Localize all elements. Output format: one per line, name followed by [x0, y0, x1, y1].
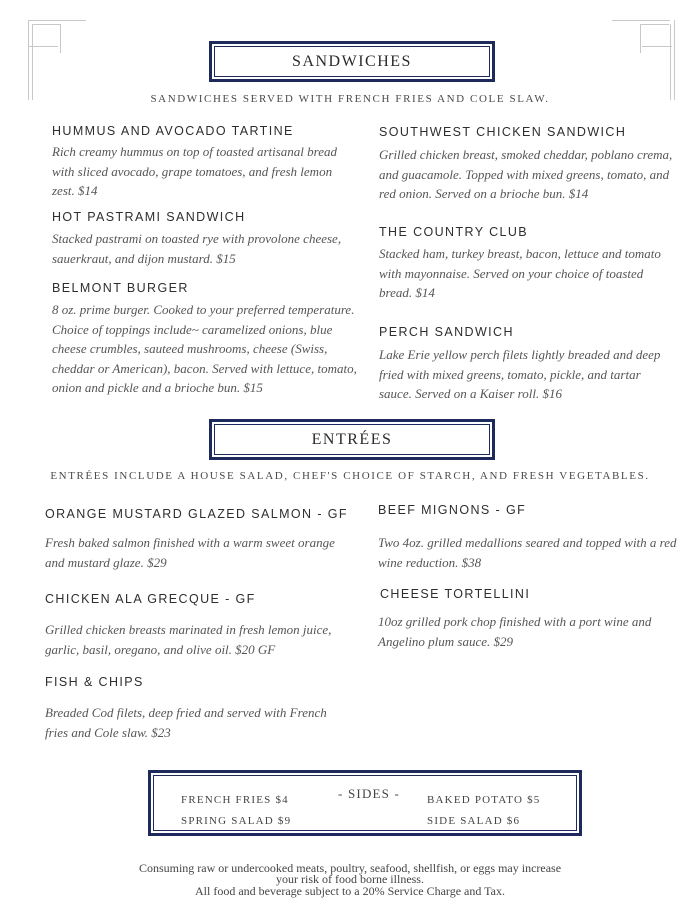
menu-item-name: SOUTHWEST CHICKEN SANDWICH [379, 125, 627, 139]
menu-item-name: BELMONT BURGER [52, 281, 189, 295]
menu-item-desc: Fresh baked salmon finished with a warm sweet orange and mustard glaze. $29 [45, 535, 335, 570]
menu-item-name: PERCH SANDWICH [379, 325, 514, 339]
menu-item-name: HOT PASTRAMI SANDWICH [52, 210, 246, 224]
menu-item-name: HUMMUS AND AVOCADO TARTINE [52, 124, 294, 138]
sides-box [148, 770, 582, 836]
menu-item-name: FISH & CHIPS [45, 675, 144, 689]
corner-ornament-left [28, 20, 88, 80]
menu-item-name: ORANGE MUSTARD GLAZED SALMON - GF [45, 507, 348, 521]
menu-item-desc: Rich creamy hummus on top of toasted artisanal bread with sliced avocado, grape tomatoes, and fresh lemon zest. $14 [52, 144, 338, 198]
footer-service-charge: All food and beverage subject to a 20% Service Charge and Tax. [195, 884, 505, 898]
menu-item-name: CHEESE TORTELLINI [380, 587, 531, 601]
entrees-title-box [209, 419, 495, 460]
side-item: FRENCH FRIES $4 [181, 794, 289, 806]
side-item: SIDE SALAD $6 [427, 815, 521, 827]
sandwiches-subtitle: SANDWICHES SERVED WITH FRENCH FRIES AND COLE SLAW. [150, 93, 550, 105]
footer-disclaimer-line2: your risk of food borne illness. [276, 872, 424, 886]
menu-item-desc: 8 oz. prime burger. Cooked to your preferred temperature. Choice of toppings include~ caramelized onions, blue cheese crumbles, sauteed mushrooms, cheese (Swiss, cheddar or American), bacon. Served with lettuce, tomato, onion and pickle and a brioche bun. $15 [52, 302, 357, 395]
menu-item-desc: Stacked pastrami on toasted rye with provolone cheese, sauerkraut, and dijon mustard. $15 [52, 231, 342, 266]
sandwiches-title-box [209, 41, 495, 82]
entrees-title: ENTRÉES [311, 430, 393, 448]
sides-title: - SIDES - [338, 786, 401, 801]
corner-ornament-right [612, 20, 672, 80]
sandwiches-title: SANDWICHES [292, 52, 412, 70]
footer-disclaimer-line1: Consuming raw or undercooked meats, poultry, seafood, shellfish, or eggs may increase [138, 861, 562, 875]
menu-item-desc: Stacked ham, turkey breast, bacon, lettuce and tomato with mayonnaise. Served on your choice of toasted bread. $14 [379, 246, 661, 300]
menu-item-desc: Breaded Cod filets, deep fried and served with French fries and Cole slaw. $23 [45, 705, 327, 740]
menu-item-desc: Two 4oz. grilled medallions seared and topped with a red wine reduction. $38 [378, 535, 677, 570]
menu-item-name: THE COUNTRY CLUB [379, 225, 529, 239]
entrees-subtitle: ENTRÉES INCLUDE A HOUSE SALAD, CHEF'S CHOICE OF STARCH, AND FRESH VEGETABLES. [50, 470, 650, 482]
menu-item-desc: 10oz grilled pork chop finished with a port wine and Angelino plum sauce. $29 [378, 614, 652, 649]
menu-item-desc: Grilled chicken breasts marinated in fresh lemon juice, garlic, basil, oregano, and olive oil. $20 GF [45, 622, 332, 657]
side-item: SPRING SALAD $9 [181, 815, 292, 827]
side-item: BAKED POTATO $5 [427, 794, 541, 806]
menu-item-desc: Grilled chicken breast, smoked cheddar, poblano crema, and guacamole. Topped with mixed greens, tomato, and red onion. Served on a brioche bun. $14 [379, 147, 673, 201]
menu-item-desc: Lake Erie yellow perch filets lightly breaded and deep fried with mixed greens, tomato, pickle, and tartar sauce. Served on a Kaiser roll. $16 [379, 347, 661, 401]
menu-item-name: BEEF MIGNONS - GF [378, 503, 527, 517]
menu-item-name: CHICKEN ALA GRECQUE - GF [45, 592, 256, 606]
